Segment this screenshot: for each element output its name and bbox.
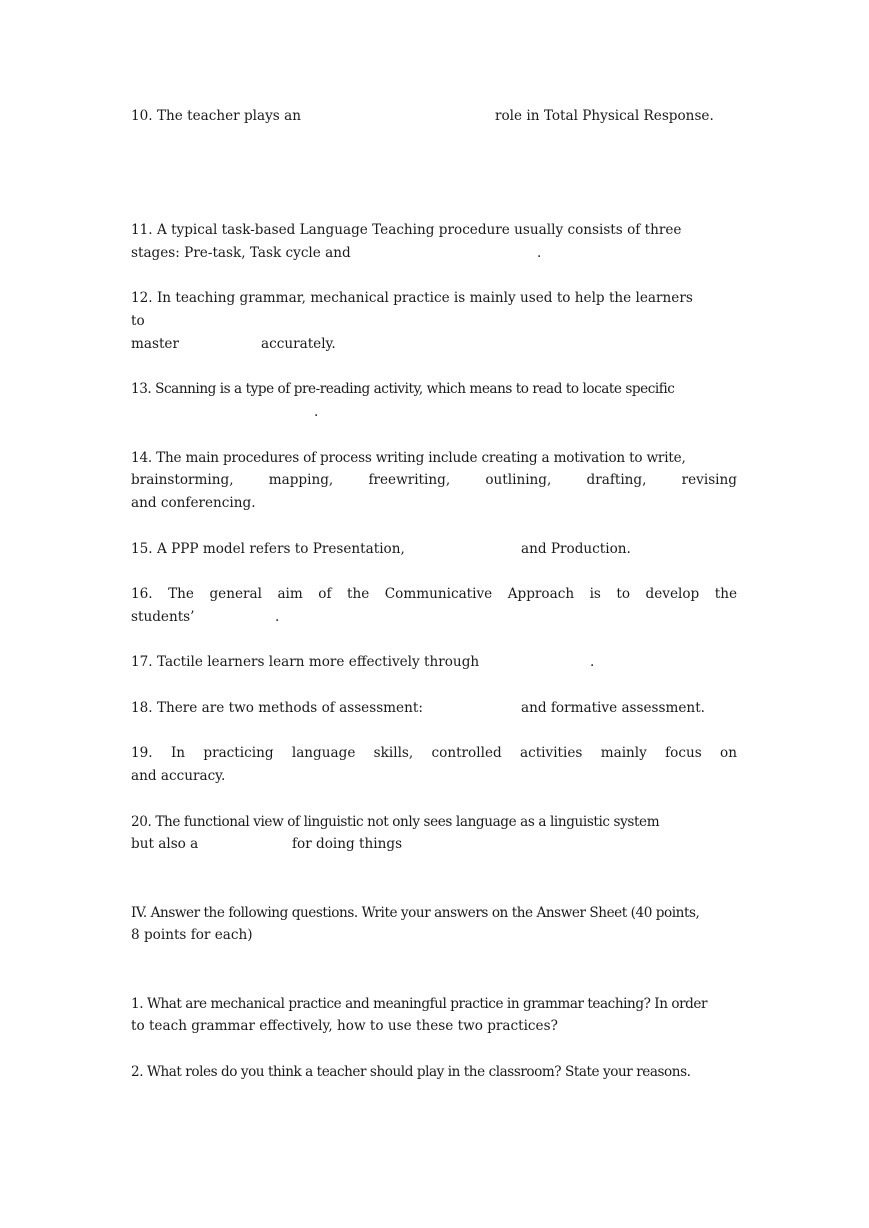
question-19-word: on <box>720 745 737 761</box>
question-16-word: Approach <box>507 586 575 602</box>
question-13-line-2: . <box>314 404 319 420</box>
question-14-line-3: and conferencing. <box>131 495 256 511</box>
section-iv-heading-line-2: 8 points for each) <box>131 927 253 943</box>
question-16-word: the <box>714 586 737 602</box>
question-16-word: to <box>616 586 631 602</box>
question-12-line-2: to <box>131 313 145 329</box>
question-19-line-1 <box>131 745 737 761</box>
answer-question-2-line-1: 2. What roles do you think a teacher should play in the classroom? State your reasons. <box>131 1064 691 1080</box>
question-19-line-2: and accuracy. <box>131 768 226 784</box>
question-20-line-1: 20. The functional view of linguistic not only sees language as a linguistic system <box>131 814 660 830</box>
question-16-word: is <box>589 586 601 602</box>
question-20-line-2-before: but also a <box>131 836 199 852</box>
question-16-line-1 <box>131 586 737 602</box>
question-14-word: revising <box>681 472 737 488</box>
question-17-text: 17. Tactile learners learn more effectively through <box>131 654 480 670</box>
question-19-word: In <box>170 745 186 761</box>
question-12-line-3-after: accurately. <box>261 336 336 352</box>
question-19-word: focus <box>665 745 702 761</box>
question-15-text-before: 15. A PPP model refers to Presentation, <box>131 541 405 557</box>
question-19-word: language <box>291 745 356 761</box>
question-19-word: practicing <box>203 745 274 761</box>
question-16-word: of <box>318 586 332 602</box>
question-19-word: mainly <box>600 745 647 761</box>
question-16-word: aim <box>277 586 303 602</box>
question-14-word: mapping, <box>268 472 334 488</box>
question-18-text-after: and formative assessment. <box>521 700 705 716</box>
question-19-word: controlled <box>431 745 502 761</box>
question-14-word: drafting, <box>586 472 647 488</box>
question-15-text-after: and Production. <box>521 541 631 557</box>
question-16-line-2-end: . <box>275 609 280 625</box>
section-iv-heading-line-1: IV. Answer the following questions. Write your answers on the Answer Sheet (40 points, <box>131 905 700 921</box>
question-19-word: skills, <box>373 745 414 761</box>
question-14-line-2 <box>131 472 737 488</box>
question-16-word: 16. <box>131 586 153 602</box>
question-10-text-before: 10. The teacher plays an <box>131 108 301 124</box>
question-12-line-3-before: master <box>131 336 179 352</box>
question-17-end: . <box>590 654 595 670</box>
question-11-line-2: stages: Pre-task, Task cycle and <box>131 245 351 261</box>
question-19-word: activities <box>520 745 583 761</box>
question-11-line-1: 11. A typical task-based Language Teaching procedure usually consists of three <box>131 222 682 238</box>
question-13-line-1: 13. Scanning is a type of pre-reading activity, which means to read to locate specific <box>131 381 675 397</box>
question-16-word: general <box>209 586 262 602</box>
answer-question-1-line-2: to teach grammar effectively, how to use these two practices? <box>131 1018 558 1034</box>
question-20-line-2-after: for doing things <box>292 836 403 852</box>
question-14-word: freewriting, <box>368 472 451 488</box>
question-16-word: The <box>168 586 194 602</box>
question-11-line-2-end: . <box>537 245 542 261</box>
question-16-word: Communicative <box>384 586 493 602</box>
question-14-word: outlining, <box>485 472 552 488</box>
answer-question-1-line-1: 1. What are mechanical practice and meaningful practice in grammar teaching? In order <box>131 996 708 1012</box>
question-14-line-1: 14. The main procedures of process writing include creating a motivation to write, <box>131 450 686 466</box>
question-16-line-2: students’ <box>131 609 195 625</box>
question-19-word: 19. <box>131 745 153 761</box>
question-16-word: the <box>346 586 370 602</box>
question-10-text-after: role in Total Physical Response. <box>495 108 714 124</box>
question-16-word: develop <box>645 586 700 602</box>
question-18-text-before: 18. There are two methods of assessment: <box>131 700 423 716</box>
question-14-word: brainstorming, <box>131 472 234 488</box>
question-12-line-1: 12. In teaching grammar, mechanical practice is mainly used to help the learners <box>131 290 693 306</box>
